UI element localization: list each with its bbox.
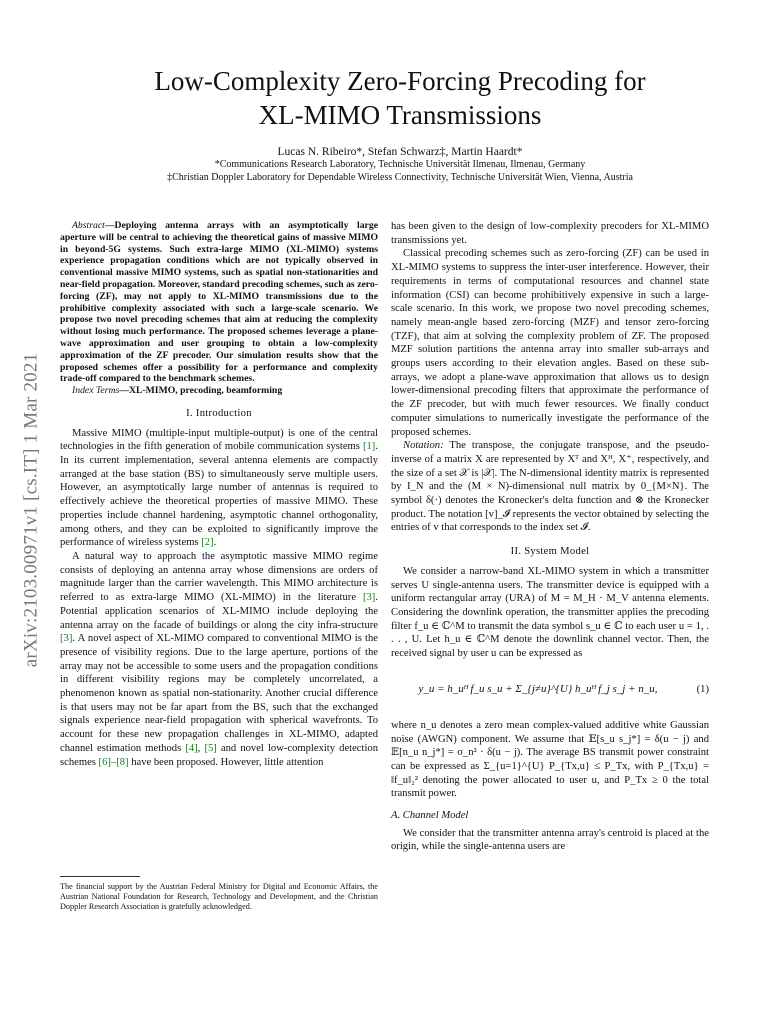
- intro-paragraph-1: [60, 427, 378, 550]
- left-column: [60, 220, 378, 769]
- right-paragraph-1: has been given to the design of low-complexity precoders for XL-MIMO transmissions yet.: [391, 221, 709, 246]
- arxiv-identifier-text: arXiv:2103.00971v1 [cs.IT] 1 Mar 2021: [20, 352, 42, 668]
- notation-paragraph: [391, 439, 709, 535]
- intro-text: .: [213, 537, 217, 549]
- affiliation-1: *Communications Research Laboratory, Technische Universität Ilmenau, Ilmenau, Germany: [214, 159, 586, 170]
- citation-link[interactable]: [2]: [201, 537, 214, 549]
- title-line-2: XL-MIMO Transmissions: [258, 100, 542, 130]
- title-line-1: Low-Complexity Zero-Forcing Precoding for: [154, 66, 646, 96]
- section-heading-introduction: I. Introduction: [186, 407, 252, 419]
- paper-header: [70, 64, 730, 184]
- right-paragraph-2: Classical precoding schemes such as zero-forcing (ZF) can be used in XL-MIMO systems to suppress the inter-user interference. However, their requirements in terms of computational resources and channel state information (CSI) can become prohibitively expensive in such a large-scale scenario. In this work, we propose two novel precoding schemes, namely mean-angle based zero-forcing (MZF) and tensor zero-forcing (TZF), that aim at solving the complexity problem of ZF. The proposed MZF solution partitions the antenna array into smaller sub-arrays and groups users according to their elevation angles. Based on these sub-arrays, we adopt a plane-wave approximation that allows us to design lower-dimensional precoding filters that approximate the performance of the ZF precoder, but with much fewer resources. We finally conduct computer simulations to numerically investigate the performance of the proposed schemes.: [391, 248, 709, 438]
- intro-text: . In its current implementation, several antenna elements are compactly arranged at the base station (BS) to simultaneously serve multiple users. However, an asymptotically large number of antennas is required to effectively achieve the theoretical properties of massive MIMO. These properties include channel hardening, asymptotic channel orthogonality, among others, and they can be exploited to significantly improve the performance of wireless systems: [60, 441, 378, 549]
- index-terms-text: —XL-MIMO, precoding, beamforming: [119, 385, 283, 397]
- intro-text: A natural way to approach the asymptotic massive MIMO regime consists of deploying an antenna array whose dimensions are orders of magnitude larger than the carrier wavelength. This MIMO architecture is referred to as extra-large MIMO (XL-MIMO) in the literature: [60, 550, 378, 604]
- citation-link[interactable]: [5]: [204, 742, 217, 754]
- channel-model-paragraph-1: We consider that the transmitter antenna array's centroid is placed at the origin, while the single-antenna users are: [391, 827, 709, 853]
- abstract: [60, 220, 378, 385]
- citation-link[interactable]: [3]: [60, 633, 73, 645]
- footnote-divider: [60, 876, 140, 877]
- intro-text: and novel low-complexity detection schemes: [60, 742, 378, 768]
- intro-text: Massive MIMO (multiple-input multiple-output) is one of the central technologies in the fifth generation of mobile communication systems: [60, 427, 378, 453]
- citation-link[interactable]: [4]: [185, 742, 198, 754]
- paper-title: [70, 64, 730, 132]
- notation-lead: Notation:: [403, 440, 444, 452]
- section-heading-system-model: II. System Model: [510, 546, 590, 558]
- right-column: [391, 220, 709, 854]
- author-list: Lucas N. Ribeiro*, Stefan Schwarz‡, Martin Haardt*: [277, 146, 523, 158]
- citation-link[interactable]: [1]: [362, 441, 376, 453]
- equation-1-number: (1): [696, 683, 709, 695]
- intro-paragraph-2: [60, 550, 378, 769]
- intro-text: ,: [197, 742, 205, 754]
- system-model-paragraph-1: We consider a narrow-band XL-MIMO system in which a transmitter serves U single-antenna users. The transmitter device is equipped with a uniform rectangular array (URA) of M = M_H · M_V antenna elements. Considering the downlink operation, the transmitter applies the precoding filter f_u ∈ ℂ^M to transmit the data symbol s_u ∈ ℂ to each user u = 1, . . . , U. Let h_u ∈ ℂ^M denote the downlink channel vector. Then, the received signal by user u can be expressed as: [391, 565, 709, 660]
- footnote: The financial support by the Austrian Federal Ministry for Digital and Economic Affairs, the Austrian National Foundation for Research, Technology and Development, and the Christian Doppler Research Association is gratefully acknowledged.: [60, 882, 378, 911]
- equation-1-expression: y_u = h_uᴴ f_u s_u + Σ_{j≠u}^{U} h_uᴴ f_j s_j + n_u,: [418, 682, 658, 695]
- index-terms-lead: Index Terms: [72, 385, 120, 397]
- subsection-heading-channel-model: A. Channel Model: [391, 810, 469, 822]
- notation-text: The transpose, the conjugate transpose, and the pseudo-inverse of a matrix X are represented by Xᵀ and Xᴴ, X⁺, respectively, and the size of a set 𝒳 is |𝒳|. The N-dimensional identity matrix is represented by I_N and the (M × N)-dimensional null matrix by 0_{M×N}. The symbol δ(·) denotes the Kronecker's delta function and ⊗ the Kronecker product. The notation [v]_𝓘 represents the vector obtained by selecting the entries of v that corresponds to the index set 𝓘.: [391, 440, 709, 534]
- affiliation-2: ‡Christian Doppler Laboratory for Dependable Wireless Connectivity, Technische Universität Wien, Vienna, Austria: [167, 172, 633, 183]
- intro-text: have been proposed. However, little attention: [128, 756, 324, 768]
- citation-link[interactable]: [6]–[8]: [98, 756, 129, 768]
- citation-link[interactable]: [3]: [362, 592, 376, 604]
- intro-text: . A novel aspect of XL-MIMO compared to conventional MIMO is the presence of visibility regions. Due to the large aperture, portions of the array may not be accessible to some users and the propagation conditions in different visibility regions may be completely uncorrelated, a phenomenon known as spatial non-stationarity. Another crucial difference is that users may not be far apart from the BS, such that the exchanged signals experience near-field propagation with spherical wavefronts. To account for these new propagation challenges in XL-MIMO, adapted channel estimation methods: [60, 633, 378, 754]
- system-model-paragraph-2: where n_u denotes a zero mean complex-valued additive white Gaussian noise (AWGN) component. We assume that 𝔼[s_u s_j*] = δ(u − j) and 𝔼[n_u n_j*] = σ_n² · δ(u − j). The average BS transmit power constraint can be expressed as Σ_{u=1}^{U} P_{Tx,u} ≤ P_Tx, with P_{Tx,u} = ‖f_u‖₂² denoting the power allocated to user u, and P_Tx ≥ 0 the total transmit power.: [391, 719, 709, 800]
- index-terms: [60, 385, 378, 397]
- equation-1: [391, 669, 709, 711]
- arxiv-identifier: [20, 290, 42, 730]
- abstract-text: —Deploying antenna arrays with an asymptotically large aperture will be central to achieving the theoretical gains of massive MIMO in beyond-5G systems. Such extra-large MIMO (XL-MIMO) systems experience propagation conditions which are not typically observed in conventional massive MIMO systems, such as spatial non-stationarities and near-field propagation. Moreover, standard precoding schemes, such as zero-forcing (ZF), may not apply to XL-MIMO transmissions due to the prohibitive complexity associated with such a large-scale scenario. We propose two novel precoding schemes that aim at reducing the complexity without losing much performance. The proposed schemes leverage a plane-wave approximation and user grouping to obtain a low-complexity approximation of the ZF precoder. Our simulation results show that the proposed schemes offer a possibility for a performance and complexity trade-off compared to the benchmark schemes.: [60, 220, 378, 385]
- abstract-lead: Abstract: [72, 220, 105, 231]
- intro-text: . Potential application scenarios of XL-MIMO include deploying the antenna array on the facade of buildings or along the city infra-structure: [60, 592, 378, 631]
